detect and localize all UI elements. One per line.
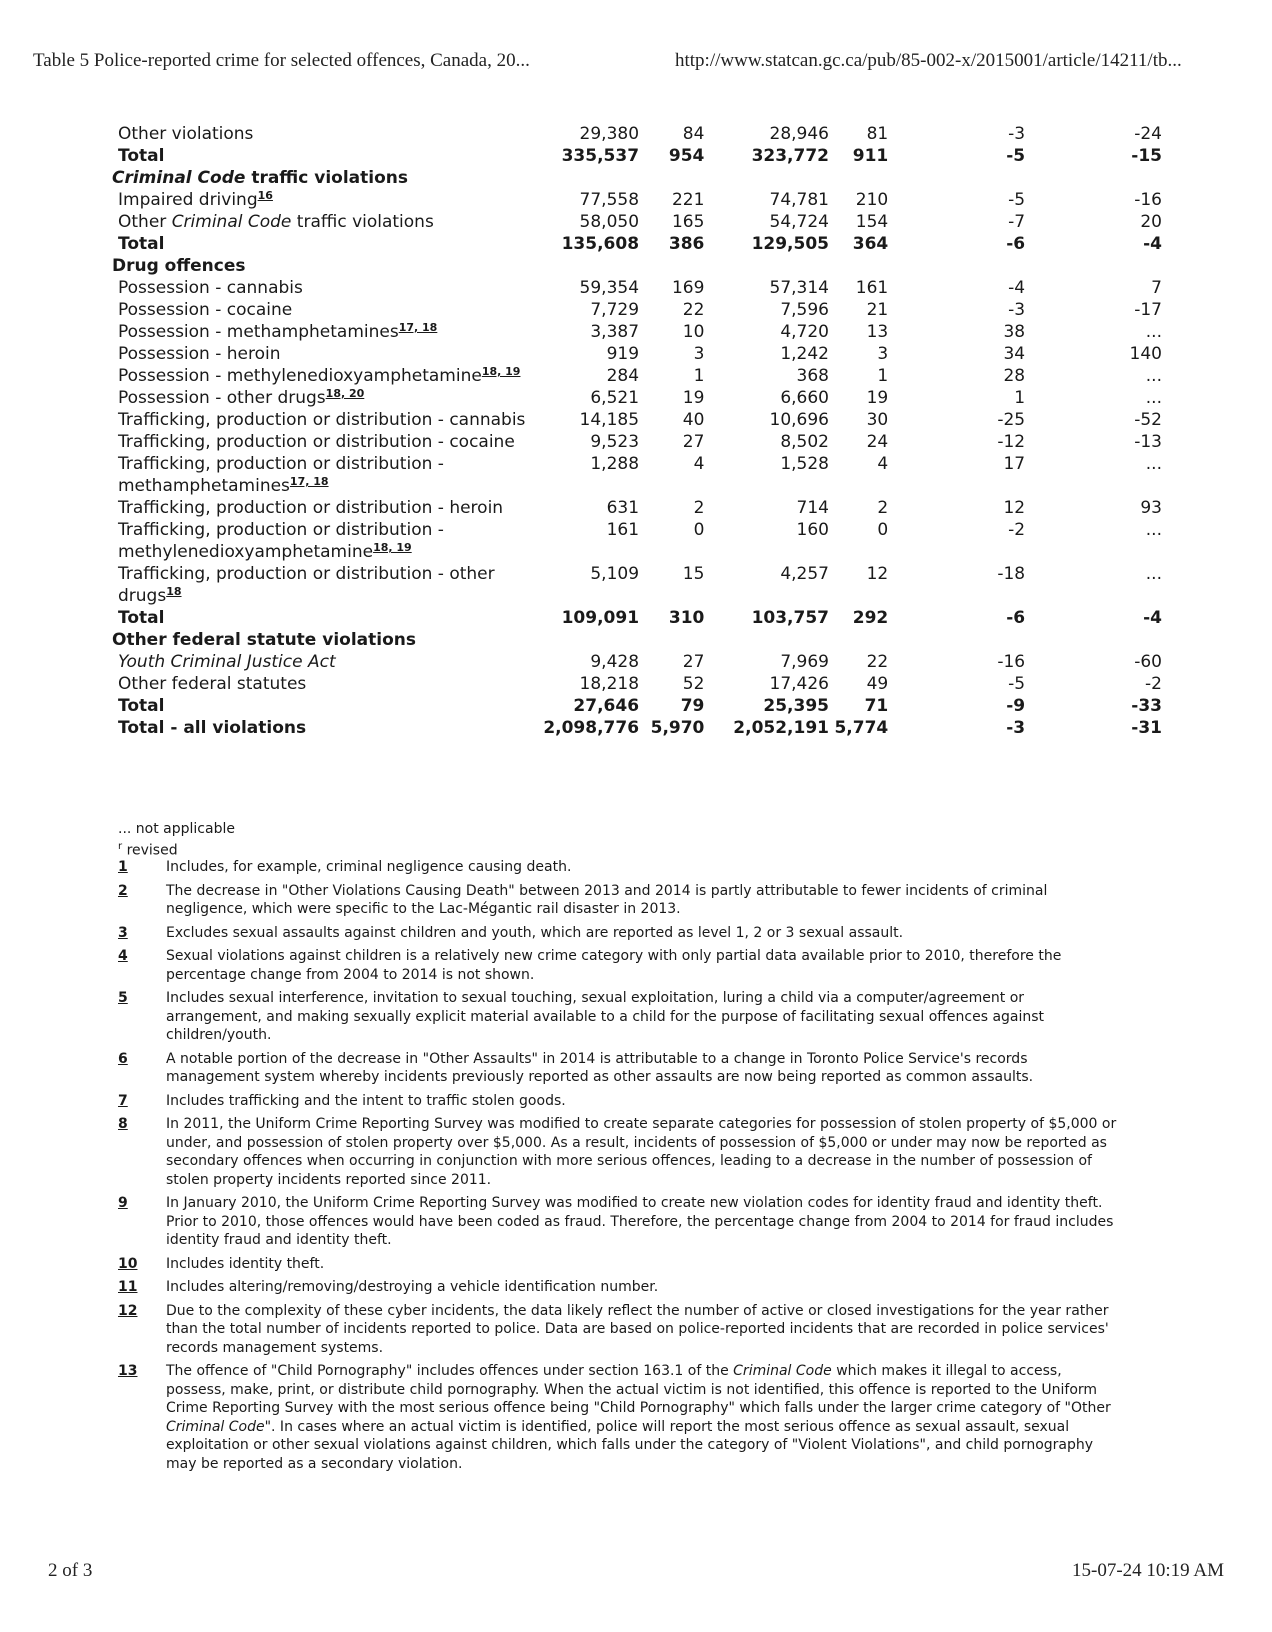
section-heading: Drug offences [112, 256, 246, 276]
table-row [112, 365, 1162, 387]
cell-pct-change-2013: -5 [1008, 190, 1026, 210]
cell-2013-rate: 3 [877, 344, 889, 364]
cell-pct-change-2013: -4 [1008, 278, 1026, 298]
cell-2014-number: 1,288 [590, 454, 640, 474]
crime-table [112, 123, 1162, 739]
cell-2013-number: 74,781 [769, 190, 829, 210]
cell-pct-change-2013: 38 [1003, 322, 1026, 342]
cell-2014-rate: 2 [693, 498, 705, 518]
cell-2013-number: 160 [796, 520, 829, 540]
cell-2013-number: 6,660 [780, 388, 829, 408]
row-label: Total [118, 696, 165, 716]
cell-pct-change-2004: ... [1145, 454, 1162, 474]
table-row [112, 211, 1162, 233]
cell-pct-change-2004: -4 [1143, 234, 1162, 254]
cell-2013-rate: 21 [866, 300, 889, 320]
cell-pct-change-2004: -33 [1131, 696, 1162, 716]
footnote-item [118, 1302, 1118, 1358]
footnote-number-link[interactable]: 13 [118, 1363, 138, 1379]
cell-pct-change-2013: 1 [1014, 388, 1026, 408]
cell-2014-rate: 5,970 [650, 718, 705, 738]
cell-2014-rate: 52 [682, 674, 705, 694]
cell-pct-change-2013: 12 [1003, 498, 1026, 518]
table-row [112, 673, 1162, 695]
row-label [112, 563, 527, 607]
cell-2014-number: 14,185 [579, 410, 640, 430]
cell-2014-number: 135,608 [561, 234, 640, 254]
footnote-number-link[interactable]: 12 [118, 1302, 138, 1319]
row-label: Trafficking, production or distribution - heroin [118, 498, 504, 518]
row-label [112, 651, 527, 673]
table-row [112, 519, 1162, 563]
row-label: Possession - cannabis [118, 278, 303, 298]
footnote-item [118, 1194, 1118, 1250]
footnote-item [118, 1362, 1118, 1473]
footnote-item [118, 1050, 1118, 1087]
cell-pct-change-2013: -18 [997, 564, 1026, 584]
cell-2013-rate: 22 [866, 652, 889, 672]
footnote-text: Includes altering/removing/destroying a vehicle identification number. [166, 1279, 659, 1295]
cell-pct-change-2004: -2 [1145, 674, 1162, 694]
cell-pct-change-2013: -9 [1006, 696, 1026, 716]
cell-2014-rate: 15 [682, 564, 705, 584]
footnotes [118, 858, 1118, 1478]
row-label-text: Impaired driving [118, 190, 258, 210]
row-label: Other violations [118, 124, 254, 144]
row-label [112, 453, 527, 497]
table-row-grand-total [112, 717, 1162, 739]
footnote-text-part: which makes it illegal to access, possess, make, print, or distribute child pornography. When the actual victim is not identified, this offence is reported to the Uniform Crime Reporting Survey with the most serious offence being "Child Pornography" which falls under the larger crime category of "Other [166, 1363, 1111, 1416]
cell-2014-rate: 40 [682, 410, 705, 430]
cell-pct-change-2004: -15 [1131, 146, 1162, 166]
cell-2014-number: 77,558 [579, 190, 640, 210]
table-row [112, 299, 1162, 321]
table-row [112, 409, 1162, 431]
legend-revised-text: revised [122, 842, 178, 859]
cell-pct-change-2013: -2 [1008, 520, 1026, 540]
cell-2014-rate: 954 [668, 146, 705, 166]
print-header [0, 50, 1272, 80]
cell-2014-rate: 169 [671, 278, 705, 298]
cell-pct-change-2013: -3 [1006, 718, 1026, 738]
cell-pct-change-2013: 34 [1003, 344, 1026, 364]
table-row-total [112, 607, 1162, 629]
row-label [112, 387, 527, 409]
cell-2013-number: 28,946 [769, 124, 829, 144]
footnote-number-link[interactable]: 8 [118, 1116, 128, 1132]
row-label-text: Trafficking, production or distribution - methamphetamines [118, 454, 444, 496]
cell-pct-change-2004: 93 [1140, 498, 1162, 518]
cell-2014-rate: 386 [668, 234, 705, 254]
footnote-text-italic: Criminal Code [733, 1363, 832, 1379]
footnote-text: The decrease in "Other Violations Causing Death" between 2013 and 2014 is partly attributable to fewer incidents of criminal negligence, which were specific to the Lac-Mégantic rail disaster in 2013. [166, 882, 1048, 917]
cell-pct-change-2013: 28 [1003, 366, 1026, 386]
cell-2013-number: 10,696 [769, 410, 829, 430]
cell-2013-number: 25,395 [763, 696, 829, 716]
cell-pct-change-2013: -5 [1008, 674, 1026, 694]
cell-2014-rate: 10 [682, 322, 705, 342]
row-label [112, 365, 527, 387]
footnote-ref[interactable]: 18 [166, 585, 182, 598]
row-label: Possession - cocaine [118, 300, 293, 320]
table-row-total [112, 145, 1162, 167]
legend-revised [118, 838, 235, 860]
cell-2013-rate: 154 [855, 212, 889, 232]
footnote-item [118, 1255, 1118, 1274]
row-label [112, 321, 527, 343]
cell-2014-number: 109,091 [561, 608, 640, 628]
row-label [112, 211, 527, 233]
row-label-italic: Youth Criminal Justice Act [118, 652, 336, 672]
footnote-item [118, 882, 1118, 919]
cell-pct-change-2013: -12 [997, 432, 1026, 452]
footnote-ref[interactable]: 18, 19 [481, 365, 521, 378]
cell-2014-number: 3,387 [590, 322, 640, 342]
footnote-number-link[interactable]: 1 [118, 859, 128, 875]
footnote-item [118, 947, 1118, 984]
cell-2013-rate: 19 [866, 388, 889, 408]
cell-2013-number: 103,757 [751, 608, 829, 628]
footnote-item [118, 1278, 1118, 1297]
cell-2014-rate: 165 [671, 212, 705, 232]
cell-2013-rate: 30 [866, 410, 889, 430]
cell-2014-rate: 84 [682, 124, 705, 144]
footnote-number-link[interactable]: 3 [118, 924, 128, 941]
cell-pct-change-2004: ... [1145, 388, 1162, 408]
cell-2014-rate: 3 [693, 344, 705, 364]
footnote-text-part: ". In cases where an actual victim is identified, police will report the most serious offence as sexual assault, sexual exploitation or other sexual violations against children, which falls under the category of "Violent Violations", and child pornography may be reported as a secondary violation. [166, 1418, 1094, 1472]
row-label-italic: Criminal Code [171, 212, 292, 232]
footnote-number-link[interactable]: 6 [118, 1050, 128, 1067]
cell-2013-rate: 4 [877, 454, 889, 474]
cell-2013-number: 7,596 [780, 300, 829, 320]
cell-pct-change-2013: -7 [1008, 212, 1026, 232]
footnote-ref[interactable]: 17, 18 [398, 321, 438, 334]
cell-2013-rate: 81 [866, 124, 889, 144]
cell-2013-number: 129,505 [751, 234, 829, 254]
cell-2014-rate: 1 [693, 366, 705, 386]
cell-2014-number: 6,521 [590, 388, 640, 408]
cell-pct-change-2004: ... [1145, 322, 1162, 342]
footnote-ref[interactable]: 16 [257, 189, 273, 202]
footnote-number-link[interactable]: 4 [118, 948, 128, 964]
cell-2013-rate: 911 [852, 146, 889, 166]
table-row [112, 431, 1162, 453]
cell-2014-number: 335,537 [561, 146, 640, 166]
page-number: 2 of 3 [48, 1560, 93, 1581]
cell-2013-number: 54,724 [769, 212, 829, 232]
section-heading [112, 167, 1162, 189]
cell-2013-rate: 210 [855, 190, 889, 210]
cell-pct-change-2004: -52 [1134, 410, 1162, 430]
table-row [112, 563, 1162, 607]
footnote-text: Sexual violations against children is a relatively new crime category with only partial data available prior to 2010, therefore the percentage change from 2004 to 2014 is not shown. [166, 948, 1062, 983]
footnote-text: In January 2010, the Uniform Crime Reporting Survey was modified to create new violation codes for identity fraud and identity theft. Prior to 2010, those offences would have been coded as fraud. Therefore, the percentage change from 2004 to 2014 for fraud includes identity fraud and identity theft. [166, 1195, 1114, 1248]
cell-pct-change-2013: -25 [997, 410, 1026, 430]
cell-2013-rate: 364 [852, 234, 889, 254]
cell-pct-change-2004: -24 [1134, 124, 1162, 144]
cell-2013-number: 57,314 [769, 278, 829, 298]
revised-mark: r [118, 841, 123, 852]
cell-2013-number: 7,969 [780, 652, 829, 672]
cell-pct-change-2004: -13 [1134, 432, 1162, 452]
footnote-item [118, 924, 1118, 943]
footnote-text: Includes identity theft. [166, 1255, 325, 1272]
cell-2013-number: 368 [796, 366, 829, 386]
footnote-number-link[interactable]: 10 [118, 1255, 138, 1272]
cell-2014-number: 5,109 [590, 564, 640, 584]
cell-2013-rate: 12 [866, 564, 889, 584]
cell-2014-number: 919 [606, 344, 640, 364]
footnote-number-link[interactable]: 11 [118, 1279, 138, 1295]
cell-2014-rate: 221 [671, 190, 705, 210]
cell-2014-number: 27,646 [573, 696, 640, 716]
row-label-text: Possession - methamphetamines [118, 322, 399, 342]
cell-pct-change-2004: 7 [1151, 278, 1162, 298]
cell-pct-change-2013: -3 [1008, 124, 1026, 144]
cell-2014-number: 9,523 [590, 432, 640, 452]
section-heading-rest: traffic violations [245, 168, 409, 188]
section-heading: Other federal statute violations [112, 630, 416, 650]
cell-2013-number: 4,720 [780, 322, 829, 342]
cell-2013-rate: 161 [855, 278, 889, 298]
footnote-text: Includes, for example, criminal negligence causing death. [166, 859, 572, 875]
footnote-number-link[interactable]: 5 [118, 990, 128, 1006]
cell-2014-rate: 19 [682, 388, 705, 408]
footnote-item [118, 858, 1118, 877]
row-label: Total [118, 608, 165, 628]
cell-pct-change-2004: 20 [1140, 212, 1162, 232]
cell-pct-change-2013: -16 [997, 652, 1026, 672]
table-row-total [112, 695, 1162, 717]
footnote-item [118, 989, 1118, 1045]
row-label [112, 189, 527, 211]
row-label: Trafficking, production or distribution - cannabis [118, 410, 526, 430]
row-label-text: Trafficking, production or distribution - other drugs [118, 564, 495, 606]
cell-2014-rate: 27 [682, 652, 705, 672]
footnote-text: A notable portion of the decrease in "Other Assaults" in 2014 is attributable to a change in Toronto Police Service's records management system whereby incidents previously reported as other assaults are now being reported as common assaults. [166, 1050, 1034, 1085]
cell-2014-number: 2,098,776 [543, 718, 640, 738]
row-label: Other federal statutes [118, 674, 307, 694]
row-label-text: Possession - methylenedioxyamphetamine [118, 366, 482, 386]
table-row [112, 321, 1162, 343]
cell-2013-number: 1,528 [780, 454, 829, 474]
cell-2013-number: 17,426 [769, 674, 829, 694]
section-heading-row [112, 255, 1162, 277]
cell-2014-rate: 0 [693, 520, 705, 540]
table-row [112, 277, 1162, 299]
row-label: Trafficking, production or distribution - cocaine [118, 432, 515, 452]
cell-pct-change-2004: ... [1145, 520, 1162, 540]
cell-2014-number: 58,050 [579, 212, 640, 232]
cell-2014-rate: 310 [668, 608, 705, 628]
cell-pct-change-2004: 140 [1129, 344, 1162, 364]
cell-2014-number: 161 [606, 520, 640, 540]
footnote-ref[interactable]: 18, 19 [373, 541, 412, 554]
row-label: Total - all violations [118, 718, 307, 738]
table-row-total [112, 233, 1162, 255]
print-footer [0, 1560, 1272, 1590]
cell-2013-number: 714 [796, 498, 829, 518]
cell-2014-number: 7,729 [590, 300, 640, 320]
row-label-text: Trafficking, production or distribution - methylenedioxyamphetamine [118, 520, 444, 562]
cell-pct-change-2013: -6 [1006, 234, 1026, 254]
cell-2013-number: 323,772 [751, 146, 829, 166]
row-label-rest: traffic violations [291, 212, 434, 232]
cell-2014-number: 59,354 [579, 278, 640, 298]
table-row [112, 497, 1162, 519]
cell-pct-change-2004: -4 [1143, 608, 1162, 628]
cell-2013-rate: 13 [866, 322, 889, 342]
cell-2014-rate: 22 [682, 300, 705, 320]
row-label: Total [118, 234, 165, 254]
cell-2014-number: 9,428 [590, 652, 640, 672]
footnote-text: Due to the complexity of these cyber incidents, the data likely reflect the number of active or closed investigations for the year rather than the total number of incidents reported to police. Data are based on police-reported incidents that are recorded in police services' records management systems. [166, 1302, 1109, 1356]
table-row [112, 387, 1162, 409]
cell-2013-rate: 49 [866, 674, 889, 694]
footnote-text: In 2011, the Uniform Crime Reporting Survey was modified to create separate categories for possession of stolen property of $5,000 or under, and possession of stolen property over $5,000. As a result, incidents of possession of $5,000 or under may now be reported as secondary offences when occurring in conjunction with more serious offences, leading to a decrease in the number of possession of stolen property incidents reported since 2011. [166, 1116, 1117, 1188]
cell-2013-number: 2,052,191 [733, 718, 829, 738]
page-url: http://www.statcan.gc.ca/pub/85-002-x/2015001/article/14211/tb... [675, 50, 1182, 71]
cell-pct-change-2013: -6 [1006, 608, 1026, 628]
footnote-ref[interactable]: 18, 20 [325, 387, 365, 400]
cell-2014-rate: 79 [680, 696, 705, 716]
footnote-text: Includes trafficking and the intent to traffic stolen goods. [166, 1092, 566, 1109]
footnote-text [166, 1362, 1118, 1473]
cell-pct-change-2004: -16 [1134, 190, 1162, 210]
cell-2013-rate: 24 [866, 432, 889, 452]
row-label-text: Possession - other drugs [118, 388, 326, 408]
cell-2013-number: 8,502 [780, 432, 829, 452]
cell-pct-change-2004: ... [1145, 366, 1162, 386]
row-label: Total [118, 146, 165, 166]
table-row [112, 123, 1162, 145]
cell-2013-rate: 1 [877, 366, 889, 386]
row-label-pre: Other [118, 212, 172, 232]
table-row [112, 343, 1162, 365]
cell-2013-number: 4,257 [780, 564, 829, 584]
cell-pct-change-2004: -31 [1131, 718, 1162, 738]
cell-2014-rate: 4 [693, 454, 705, 474]
cell-pct-change-2004: ... [1145, 564, 1162, 584]
footnote-ref[interactable]: 17, 18 [289, 475, 329, 488]
section-heading-row [112, 629, 1162, 651]
footnote-text-italic: Criminal Code [166, 1418, 265, 1435]
page-title: Table 5 Police-reported crime for selected offences, Canada, 20... [33, 50, 530, 71]
print-timestamp: 15-07-24 10:19 AM [1072, 1560, 1224, 1581]
cell-2013-rate: 292 [852, 608, 889, 628]
legend-not-applicable: ... not applicable [118, 821, 235, 837]
footnote-number-link[interactable]: 7 [118, 1092, 128, 1109]
cell-pct-change-2004: -60 [1134, 652, 1162, 672]
cell-2014-number: 18,218 [579, 674, 640, 694]
row-label: Possession - heroin [118, 344, 281, 364]
table-row [112, 453, 1162, 497]
footnote-item [118, 1115, 1118, 1189]
cell-2013-rate: 0 [877, 520, 889, 540]
table-legend [118, 820, 235, 860]
cell-2014-number: 29,380 [579, 124, 640, 144]
cell-2014-number: 631 [606, 498, 640, 518]
cell-pct-change-2013: -5 [1006, 146, 1026, 166]
row-label [112, 519, 527, 563]
footnote-text: Excludes sexual assaults against children and youth, which are reported as level 1, 2 or 3 sexual assault. [166, 924, 904, 941]
cell-2014-rate: 27 [682, 432, 705, 452]
cell-pct-change-2013: -3 [1008, 300, 1026, 320]
footnote-text-part: The offence of "Child Pornography" includes offences under section 163.1 of the [166, 1363, 734, 1379]
cell-2013-rate: 5,774 [834, 718, 889, 738]
section-heading-italic: Criminal Code [112, 168, 246, 188]
section-heading-row [112, 167, 1162, 189]
footnote-text: Includes sexual interference, invitation to sexual touching, sexual exploitation, luring a child via a computer/agreement or arrangement, and making sexually explicit material available to a child for the purpose of facilitating sexual offences against children/youth. [166, 990, 1045, 1043]
footnote-item [118, 1092, 1118, 1111]
table-row [112, 651, 1162, 673]
table-row [112, 189, 1162, 211]
cell-pct-change-2013: 17 [1003, 454, 1026, 474]
cell-2014-number: 284 [606, 366, 640, 386]
cell-2013-rate: 71 [864, 696, 889, 716]
cell-pct-change-2004: -17 [1134, 300, 1162, 320]
cell-2013-rate: 2 [877, 498, 889, 518]
cell-2013-number: 1,242 [780, 344, 829, 364]
footnote-number-link[interactable]: 2 [118, 882, 128, 899]
footnote-number-link[interactable]: 9 [118, 1195, 128, 1211]
